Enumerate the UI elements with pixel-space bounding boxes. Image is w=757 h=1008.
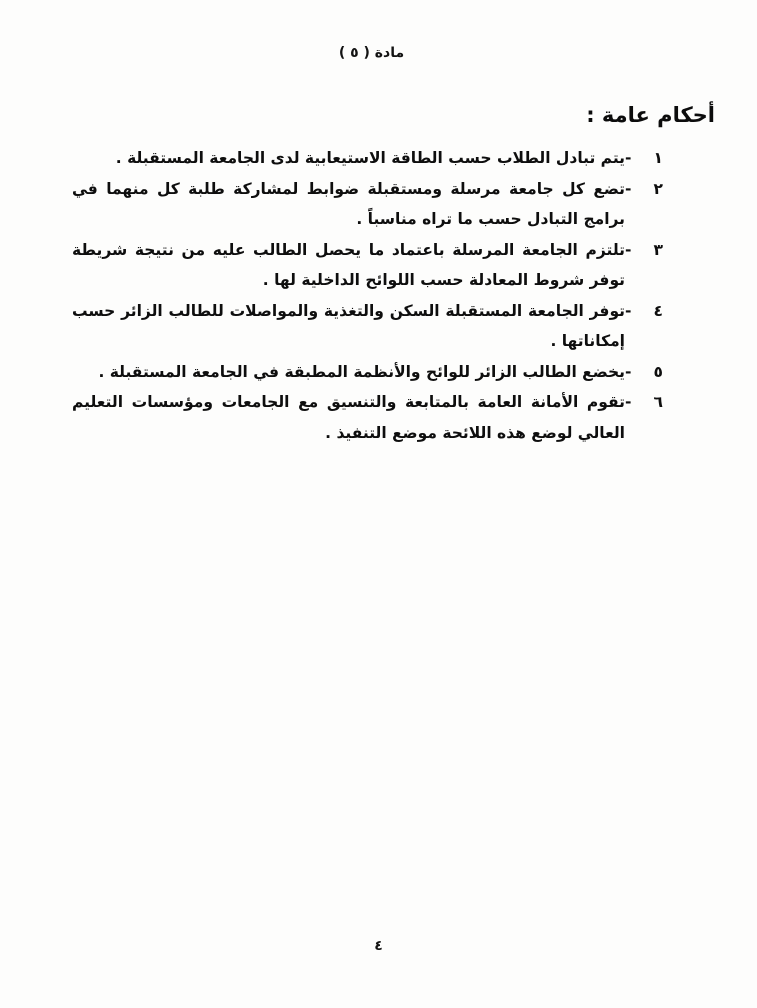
clause-number: ٣ xyxy=(653,240,663,259)
clause-number: ٢ xyxy=(653,179,663,198)
clause-marker xyxy=(625,357,663,388)
clause-dash: - xyxy=(625,240,632,259)
article-header: مادة ( ٥ ) xyxy=(338,45,405,61)
clause-number: ١ xyxy=(653,149,663,167)
clause-text: توفر الجامعة المستقبلة السكن والتغذية والمواصلات للطالب الزائر حسب إمكاناتها . xyxy=(72,301,625,350)
page-number: ٤ xyxy=(374,938,383,954)
clause-dash: - xyxy=(625,179,632,198)
clause-list xyxy=(72,143,663,448)
clause-dash: - xyxy=(625,149,632,167)
clause-text: يخضع الطالب الزائر للوائح والأنظمة المطبقة في الجامعة المستقبلة . xyxy=(98,362,625,381)
clause-dash: - xyxy=(625,301,632,320)
clause-text: تقوم الأمانة العامة بالمتابعة والتنسيق مع الجامعات ومؤسسات التعليم العالي لوضع هذه اللائحة موضع التنفيذ . xyxy=(72,393,625,442)
clause-marker xyxy=(625,387,663,418)
clause-number: ٥ xyxy=(653,362,663,381)
section-title: أحكام عامة : xyxy=(586,103,715,127)
clause-item-5 xyxy=(72,357,663,388)
clause-marker xyxy=(625,174,663,205)
clause-dash: - xyxy=(625,393,632,411)
clause-item-1 xyxy=(72,143,663,174)
clause-dash: - xyxy=(625,362,632,381)
clause-text: يتم تبادل الطلاب حسب الطاقة الاستيعابية لدى الجامعة المستقبلة . xyxy=(115,149,625,167)
clause-item-2 xyxy=(72,174,663,235)
clause-number: ٤ xyxy=(653,301,663,320)
clause-text: تلتزم الجامعة المرسلة باعتماد ما يحصل الطالب عليه من نتيجة شريطة توفر شروط المعادلة حسب اللوائح الداخلية لها . xyxy=(72,240,625,289)
clause-number: ٦ xyxy=(653,393,663,411)
clause-item-6 xyxy=(72,387,663,448)
clause-marker xyxy=(625,296,663,327)
clause-item-3 xyxy=(72,235,663,296)
clause-item-4 xyxy=(72,296,663,357)
clause-text: تضع كل جامعة مرسلة ومستقبلة ضوابط لمشاركة طلبة كل منهما في برامج التبادل حسب ما تراه مناسباً . xyxy=(72,179,625,228)
clause-marker xyxy=(625,143,663,174)
clause-marker xyxy=(625,235,663,266)
